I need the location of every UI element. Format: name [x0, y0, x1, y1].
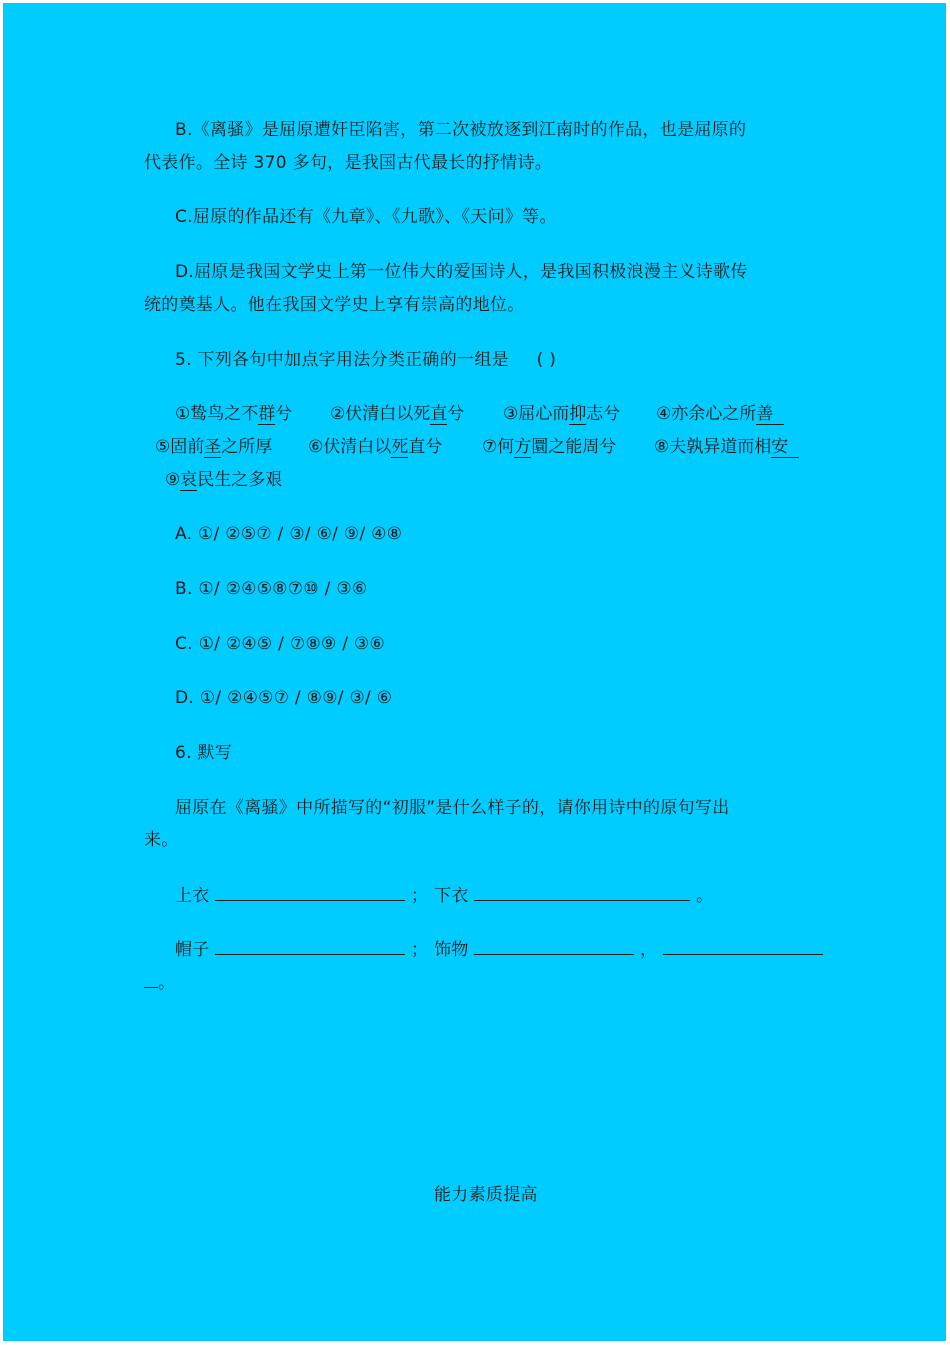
marked-char: 死	[391, 437, 409, 457]
section-heading: 能力素质提高	[434, 1185, 538, 1205]
option-d-line-2: 统的奠基人。他在我国文学史上享有崇高的地位。	[144, 295, 525, 315]
label-hat: 帽子	[175, 940, 210, 960]
q5-item-6: ⑥伏清白以死直兮	[308, 437, 443, 457]
fill-row-2: 帽子 ； 饰物 ，	[175, 938, 823, 961]
blank-hat[interactable]	[215, 938, 405, 955]
answer-paren: ( )	[536, 350, 557, 370]
option-b-line-1: B.《离骚》是屈原遭奸臣陷害，第二次被放逐到江南时的作品，也是屈原的	[175, 120, 747, 140]
option-d-line-1: D.屈原是我国文学史上第一位伟大的爱国诗人，是我国积极浪漫主义诗歌传	[175, 262, 748, 282]
choice-d[interactable]: D. ①/ ②④⑤⑦ / ⑧⑨/ ③/ ⑥	[175, 688, 393, 708]
label-lower-garment: 下衣	[434, 886, 469, 906]
q5-item-4: ④亦余心之所善	[656, 403, 784, 425]
q5-item-8: ⑧夫孰异道而相安	[654, 436, 799, 458]
option-b-line-2: 代表作。全诗 370 多句，是我国古代最长的抒情诗。	[144, 153, 553, 173]
document-page	[3, 3, 946, 1341]
choice-b[interactable]: B. ①/ ②④⑤⑧⑦⑩ / ③⑥	[175, 579, 368, 599]
blank-upper-garment[interactable]	[215, 884, 405, 901]
question-5-text: 5. 下列各句中加点字用法分类正确的一组是	[175, 350, 509, 370]
question-6-prompt-line-2: 来。	[144, 830, 179, 850]
marked-char: 直	[430, 404, 448, 424]
marked-char: 群	[258, 404, 276, 424]
q5-item-7: ⑦何方圜之能周兮	[482, 437, 617, 457]
q5-item-1: ①鸷鸟之不群兮	[175, 404, 293, 424]
q5-item-9: ⑨哀民生之多艰	[165, 470, 283, 490]
blank-lower-garment[interactable]	[474, 884, 690, 901]
blank-ornament-2-tail[interactable]	[144, 971, 158, 988]
question-6-title: 6. 默写	[175, 743, 233, 763]
label-upper-garment: 上衣	[175, 886, 210, 906]
option-c-line-1: C.屈原的作品还有《九章》、《九歌》、《天问》等。	[175, 207, 557, 227]
choice-c[interactable]: C. ①/ ②④⑤ / ⑦⑧⑨ / ③⑥	[175, 634, 386, 654]
question-5-stem	[175, 349, 556, 371]
q5-item-5: ⑤固前圣之所厚	[155, 437, 273, 457]
q5-item-3: ③屈心而抑志兮	[503, 404, 621, 424]
blank-ornament-1[interactable]	[474, 938, 634, 955]
question-6-prompt-line-1: 屈原在《离骚》中所描写的“初服”是什么样子的，请你用诗中的原句写出	[175, 798, 730, 818]
fill-row-1: 上衣 ； 下衣 。	[175, 886, 714, 906]
marked-char: 方	[514, 437, 532, 457]
marked-char: 哀	[180, 470, 198, 490]
q5-item-2: ②伏清白以死直兮	[330, 404, 465, 424]
marked-char: 善	[756, 404, 784, 425]
marked-char: 抑	[569, 404, 587, 424]
marked-char: 安	[771, 437, 799, 458]
label-ornament: 饰物	[434, 940, 469, 960]
fill-row-2-continuation: 。	[144, 971, 175, 994]
marked-char: 圣	[204, 437, 222, 457]
choice-a[interactable]: A. ①/ ②⑤⑦ / ③/ ⑥/ ⑨/ ④⑧	[175, 524, 403, 544]
blank-ornament-2[interactable]	[663, 938, 823, 955]
